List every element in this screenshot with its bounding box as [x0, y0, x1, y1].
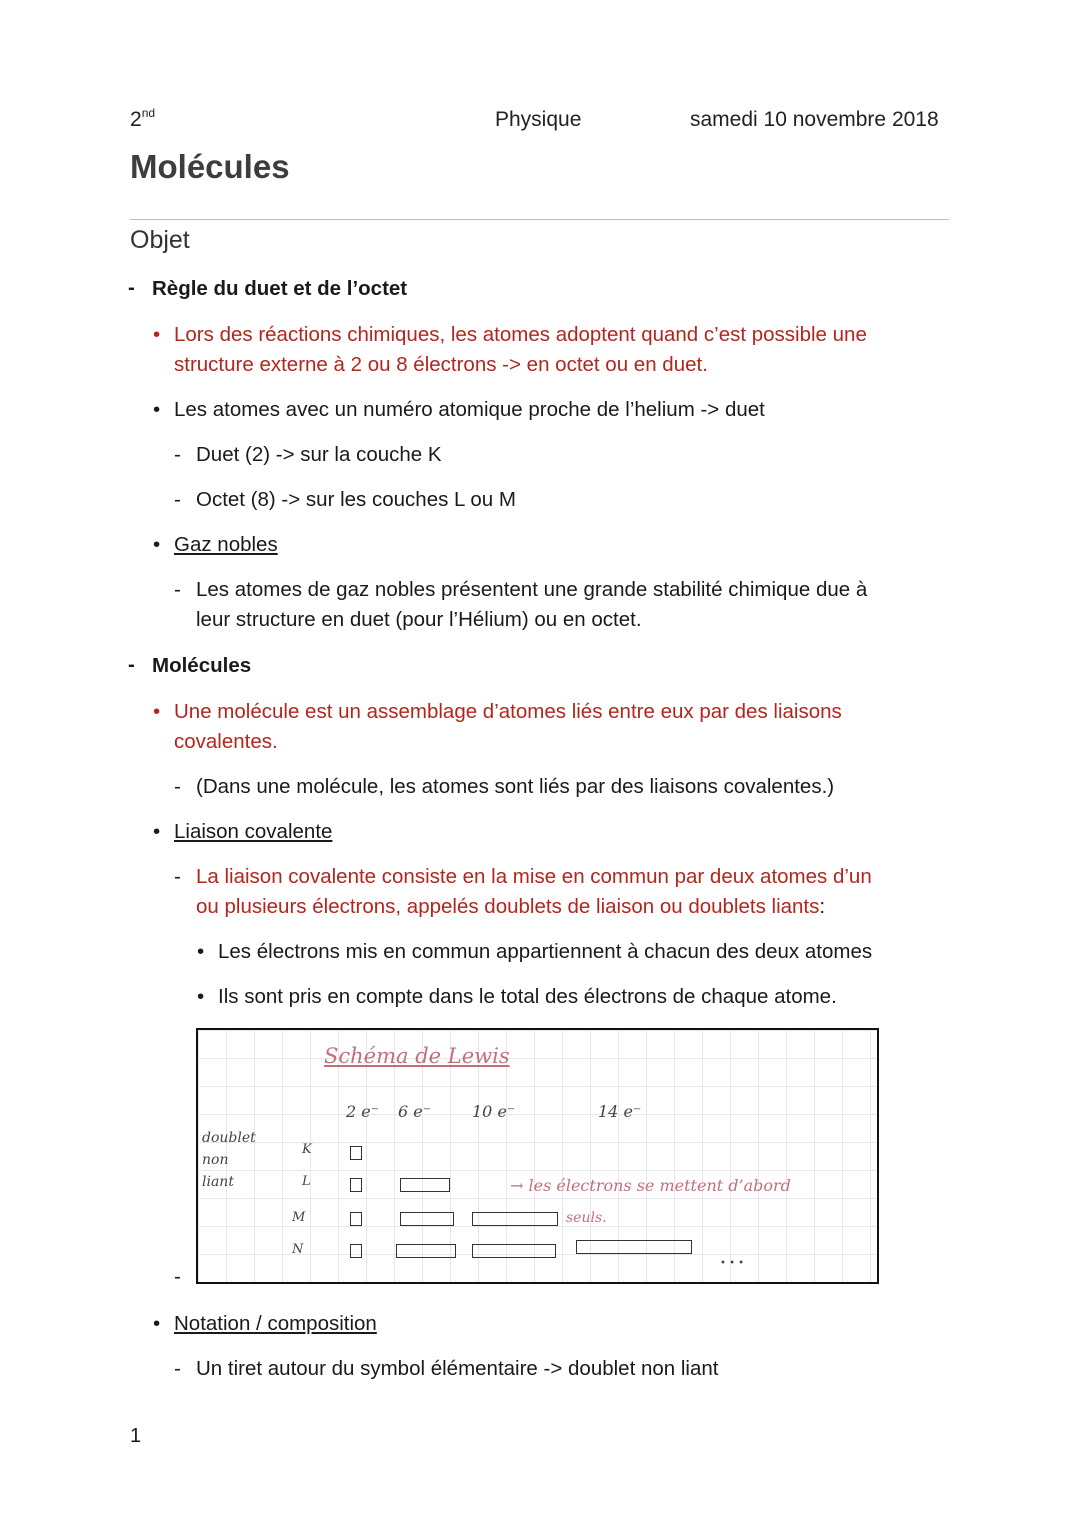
- definition-text: Une molécule est un assemblage d’atomes liés entre eux par des liaisons: [174, 700, 842, 723]
- heading-rule: Règle du duet et de l’octet: [152, 277, 408, 300]
- dash-bullet: -: [174, 775, 181, 798]
- dash-bullet: -: [174, 1265, 181, 1288]
- count-label: 10 e⁻: [472, 1102, 516, 1121]
- dash-bullet: -: [174, 488, 181, 511]
- ellipsis: • • •: [720, 1258, 745, 1269]
- heading-molecules: Molécules: [152, 654, 252, 677]
- side-note: non: [202, 1152, 229, 1168]
- orbital-box: [350, 1178, 362, 1192]
- divider: [130, 219, 949, 220]
- list-item: leur structure en duet (pour l’Hélium) ou en octet.: [196, 608, 642, 631]
- subheading: Gaz nobles: [174, 533, 278, 556]
- list-item: Les atomes avec un numéro atomique proche de l’helium -> duet: [174, 398, 765, 421]
- orbital-box: [400, 1178, 450, 1192]
- orbital-box: [576, 1240, 692, 1254]
- list-item: Duet (2) -> sur la couche K: [196, 443, 442, 466]
- count-label: 14 e⁻: [598, 1102, 642, 1121]
- subheading: Notation / composition: [174, 1312, 377, 1335]
- shell-label: L: [302, 1174, 311, 1189]
- list-item: Octet (8) -> sur les couches L ou M: [196, 488, 516, 511]
- definition-text: structure externe à 2 ou 8 électrons -> en octet ou en duet.: [174, 353, 708, 376]
- dash-bullet: -: [174, 1357, 181, 1380]
- bullet: •: [153, 533, 161, 556]
- bullet: •: [197, 985, 205, 1008]
- dash-bullet: -: [128, 276, 135, 299]
- page-title: Molécules: [130, 148, 290, 185]
- list-item: Ils sont pris en compte dans le total des électrons de chaque atome.: [218, 985, 837, 1008]
- definition-text: covalentes.: [174, 730, 278, 753]
- side-note: liant: [202, 1174, 234, 1190]
- bullet: •: [197, 940, 205, 963]
- bullet: •: [153, 700, 161, 723]
- subject: Physique: [495, 108, 582, 131]
- orbital-box: [350, 1212, 362, 1226]
- count-label: 6 e⁻: [398, 1102, 432, 1121]
- shell-label: N: [292, 1242, 304, 1257]
- class-level: 2nd: [130, 106, 156, 131]
- subheading: Liaison covalente: [174, 820, 333, 843]
- count-label: 2 e⁻: [346, 1102, 380, 1121]
- section-heading: Objet: [130, 226, 190, 254]
- shell-label: K: [302, 1142, 312, 1157]
- orbital-box: [396, 1244, 456, 1258]
- bullet: •: [153, 398, 161, 421]
- dash-bullet: -: [128, 653, 135, 676]
- bullet: •: [153, 323, 161, 346]
- date: samedi 10 novembre 2018: [690, 108, 939, 131]
- dash-bullet: -: [174, 443, 181, 466]
- list-item: (Dans une molécule, les atomes sont liés par des liaisons covalentes.): [196, 775, 835, 798]
- list-item: Les électrons mis en commun appartiennent à chacun des deux atomes: [218, 940, 873, 963]
- orbital-box: [400, 1212, 454, 1226]
- list-item: Un tiret autour du symbol élémentaire -> doublet non liant: [196, 1357, 719, 1380]
- sketch-note: → les électrons se mettent d’abord: [510, 1176, 791, 1195]
- bullet: •: [153, 1312, 161, 1335]
- page-number: 1: [130, 1425, 142, 1447]
- orbital-box: [472, 1244, 556, 1258]
- shell-label: M: [292, 1210, 306, 1225]
- lewis-sketch-image: [196, 1028, 879, 1284]
- dash-bullet: -: [174, 578, 181, 601]
- definition-text: ou plusieurs électrons, appelés doublets de liaison ou doublets liants:: [196, 895, 826, 918]
- sketch-title: Schéma de Lewis: [324, 1044, 510, 1068]
- orbital-box: [350, 1244, 362, 1258]
- orbital-box: [472, 1212, 558, 1226]
- side-note: doublet: [202, 1130, 256, 1146]
- list-item: Les atomes de gaz nobles présentent une grande stabilité chimique due à: [196, 578, 868, 601]
- dash-bullet: -: [174, 865, 181, 888]
- definition-text: La liaison covalente consiste en la mise en commun par deux atomes d’un: [196, 865, 872, 888]
- orbital-box: [350, 1146, 362, 1160]
- definition-text: Lors des réactions chimiques, les atomes adoptent quand c’est possible une: [174, 323, 867, 346]
- bullet: •: [153, 820, 161, 843]
- sketch-note: seuls.: [566, 1210, 607, 1226]
